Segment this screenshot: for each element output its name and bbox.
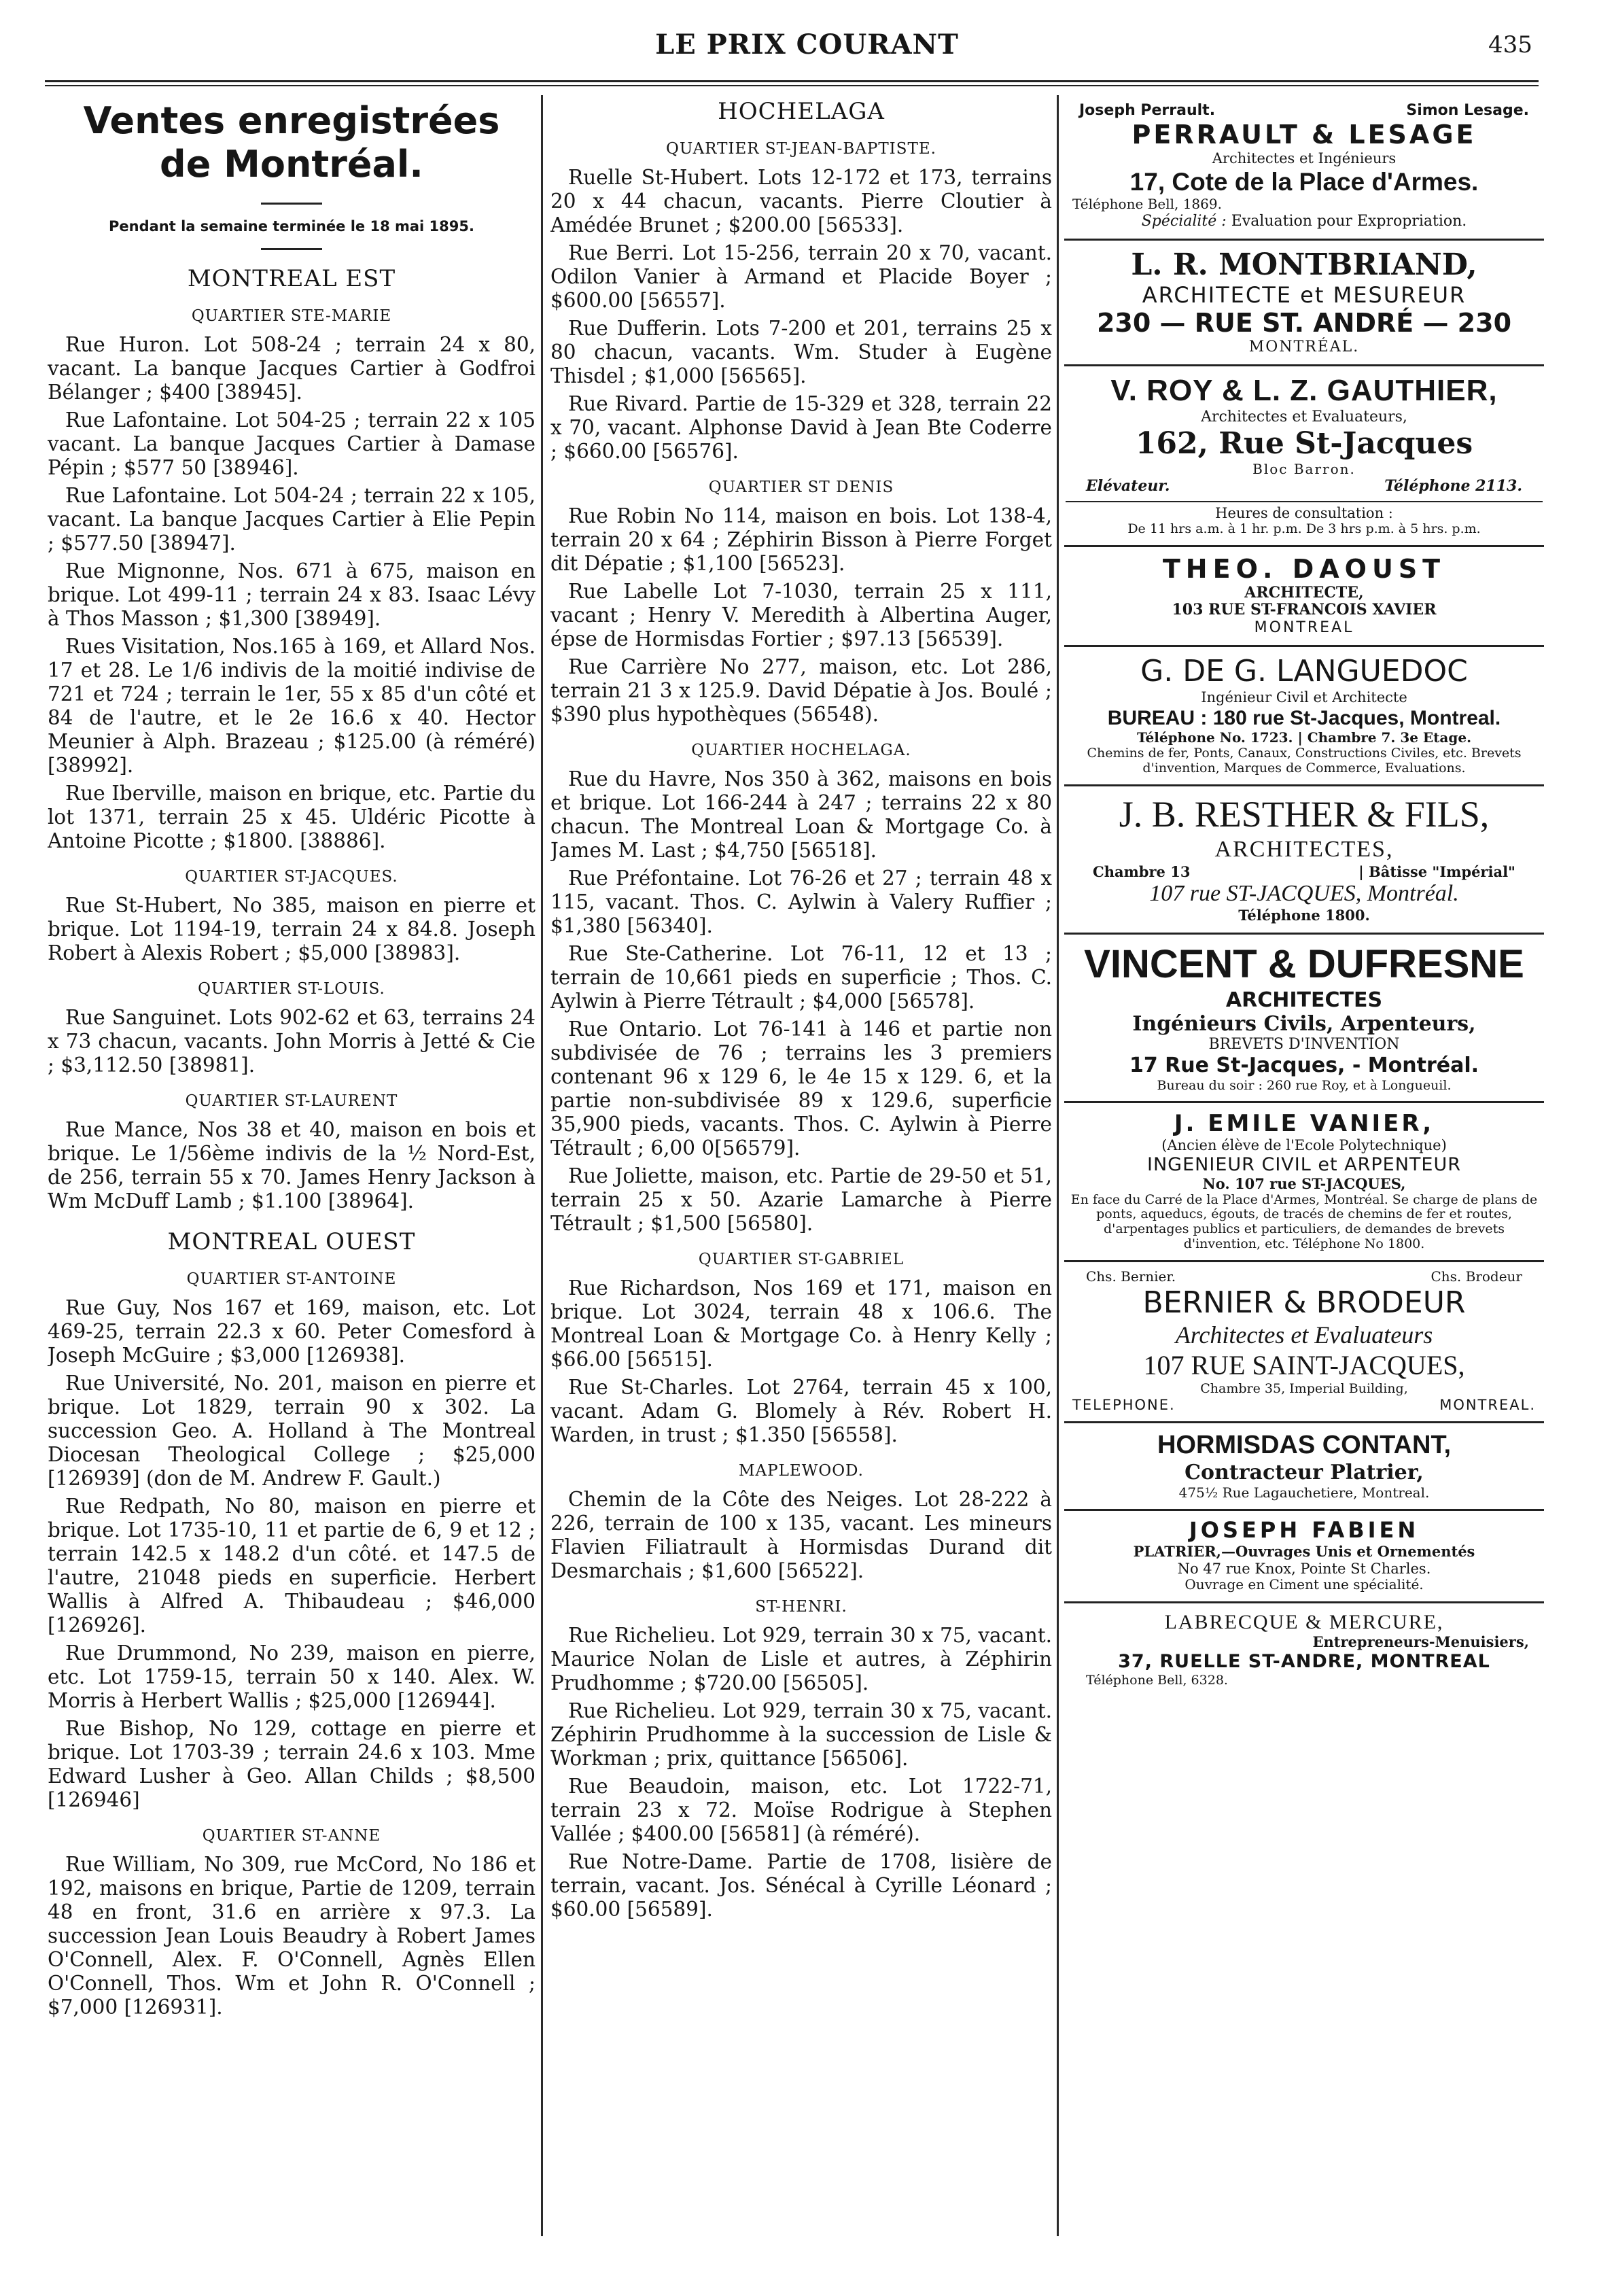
sale-entry: Rue Richardson, Nos 169 et 171, maison en brique. Lot 3024, terrain 48 x 106.6. The Montreal Loan & Mortgage Co. à Henry Kelly ; $66.00 [56515].: [550, 1276, 1052, 1371]
ad-perrault-name-left: Joseph Perrault.: [1079, 102, 1216, 119]
quartier-heading: QUARTIER ST DENIS: [708, 479, 894, 496]
sale-entry: Rue Labelle Lot 7-1030, terrain 25 x 111, vacant ; Henry V. Meredith à Albertina Auger, épse de Hormisdas Fortier ; $97.13 [56539].: [550, 580, 1052, 650]
sale-entry: Rue Mance, Nos 38 et 40, maison en bois et brique. Le 1/56ème indivis de la ½ Nord-Est, de 256, terrain 55 x 70. James Henry Jackson à Wm McDuff Lamb ; $1.100 [38964].: [48, 1118, 536, 1213]
sale-entry: Rue Beaudoin, maison, etc. Lot 1722-71, terrain 23 x 72. Moïse Rodrigue à Stephen Vallée ; $400.00 [56581] (à réméré).: [550, 1775, 1052, 1845]
quartier-heading: QUARTIER HOCHELAGA.: [691, 742, 911, 759]
sale-entry: Rue Dufferin. Lots 7-200 et 201, terrains 25 x 80 chacun, vacants. Wm. Studer à Eugène Thisdel ; $1,000 [56565].: [550, 317, 1052, 387]
section-heading-hochelaga: HOCHELAGA: [718, 98, 885, 125]
ad-bernier-room: Chambre 35, Imperial Building,: [1200, 1381, 1408, 1397]
column-hochelaga: [550, 95, 1052, 2243]
sale-entry: Rue St-Charles. Lot 2764, terrain 45 x 100, vacant. Adam G. Blomely à Rév. Robert H. Warden, in trust ; $1.350 [56558].: [550, 1376, 1052, 1446]
sale-entry: Rue Notre-Dame. Partie de 1708, lisière de terrain, vacant. Jos. Sénécal à Cyrille Léonard ; $60.00 [56589].: [550, 1850, 1052, 1921]
ad-resther-address: 107 rue ST-JACQUES, Montréal.: [1149, 881, 1459, 907]
ad-montbriand-line1: ARCHITECTE et MESUREUR: [1142, 281, 1467, 308]
sale-entry: Rue Berri. Lot 15-256, terrain 20 x 70, vacant. Odilon Vanier à Armand et Placide Boyer ; $600.00 [56557].: [550, 241, 1052, 312]
ad-vincent-evening: Bureau du soir : 260 rue Roy, et à Longueuil.: [1157, 1077, 1452, 1093]
ad-languedoc: [1064, 647, 1544, 786]
sale-entry: Rue Drummond, No 239, maison en pierre, etc. Lot 1759-15, terrain 50 x 140. Alex. W. Morris à Herbert Wallis ; $25,000 [126944].: [48, 1641, 536, 1712]
sale-entry: Rue du Havre, Nos 350 à 362, maisons en bois et brique. Lot 166-244 à 247 ; terrains 22 x 80 chacun. The Montreal Loan & Mortgage Co. à James M. Last ; $4,750 [56518].: [550, 767, 1052, 862]
ad-labrecque-phone: Téléphone Bell, 6328.: [1086, 1673, 1228, 1688]
ad-vincent-address: 17 Rue St-Jacques, - Montréal.: [1129, 1054, 1479, 1078]
header-rule-top: [45, 80, 1539, 82]
ad-roy-right: Téléphone 2113.: [1384, 476, 1522, 495]
ad-vanier-line2: INGENIEUR CIVIL et ARPENTEUR: [1147, 1154, 1461, 1176]
quartier-heading: QUARTIER ST-LOUIS.: [198, 980, 385, 998]
ad-perrault-specialty: Evaluation pour Expropriation.: [1231, 212, 1467, 230]
column-rule-1: [541, 95, 543, 2236]
ad-languedoc-line1: Ingénieur Civil et Architecte: [1201, 689, 1407, 706]
ad-labrecque-line1: Entrepreneurs-Menuisiers,: [1312, 1633, 1529, 1651]
col2-quartiers: [550, 139, 1052, 1921]
ad-daoust: [1064, 547, 1544, 648]
quartier-heading: QUARTIER ST-GABRIEL: [698, 1251, 905, 1268]
ad-vanier-line1: (Ancien élève de l'Ecole Polytechnique): [1161, 1137, 1447, 1154]
ad-montbriand-address: 230 — RUE ST. ANDRÉ — 230: [1096, 308, 1512, 338]
ad-resther-left: Chambre 13: [1093, 863, 1191, 880]
ad-vincent-line2: Ingénieurs Civils, Arpenteurs,: [1132, 1012, 1476, 1036]
ad-roy-hours-label: Heures de consultation :: [1215, 504, 1393, 521]
col1-sections: [48, 265, 536, 2019]
ad-contant-name: HORMISDAS CONTANT,: [1157, 1431, 1452, 1460]
ad-montbriand: [1064, 241, 1544, 366]
ad-resther-phone: Téléphone 1800.: [1238, 907, 1370, 924]
ad-resther: [1064, 786, 1544, 935]
ad-resther-name: J. B. RESTHER & FILS,: [1119, 793, 1490, 835]
quartier-heading: ST-HENRI.: [755, 1598, 847, 1616]
sale-entry: Rue Préfontaine. Lot 76-26 et 27 ; terrain 48 x 115, vacant. Thos. C. Aylwin à Valery Ruffier ; $1,380 [56340].: [550, 867, 1052, 937]
article-title: [48, 99, 536, 186]
ad-montbriand-name: L. R. MONTBRIAND,: [1131, 247, 1477, 282]
ad-perrault-address: 17, Cote de la Place d'Armes.: [1129, 167, 1479, 196]
ad-bernier-line1: Architectes et Evaluateurs: [1175, 1321, 1433, 1349]
sale-entry: Rue Richelieu. Lot 929, terrain 30 x 75, vacant. Maurice Nolan de Lisle et autres, à Zéphirin Prudhomme ; $720.00 [56505].: [550, 1624, 1052, 1694]
sale-entry: Rues Visitation, Nos.165 à 169, et Allard Nos. 17 et 28. Le 1/6 indivis de la moitié indivise de 721 et 724 ; terrain le 1er, 55 x 85 d'un côté et 84 de l'autre, et le 2e 16.6 x 40. Hector Meunier à Alph. Brazeau ; $125.00 (à réméré) [38992].: [48, 635, 536, 777]
sale-entry: Rue Ste-Catherine. Lot 76-11, 12 et 13 ; terrain de 10,661 pieds en superficie ; Thos. C. Aylwin à Pierre Tétrault ; $4,000 [56578].: [550, 942, 1052, 1013]
ad-bernier-firm: BERNIER & BRODEUR: [1142, 1285, 1466, 1320]
ad-fabien-line1: PLATRIER,—Ouvrages Unis et Ornementés: [1133, 1542, 1475, 1560]
ad-daoust-name: THEO. DAOUST: [1162, 553, 1446, 584]
ad-fabien-line2: Ouvrage en Ciment une spécialité.: [1185, 1576, 1424, 1593]
sale-entry: Rue Lafontaine. Lot 504-25 ; terrain 22 x 105 vacant. La banque Jacques Cartier à Damase Pépin ; $577 50 [38946].: [48, 408, 536, 479]
ad-languedoc-name: G. DE G. LANGUEDOC: [1140, 654, 1468, 689]
ad-resther-right: | Bâtisse "Impérial": [1358, 863, 1515, 880]
ad-fabien-address: No 47 rue Knox, Pointe St Charles.: [1177, 1560, 1431, 1577]
sale-entry: Ruelle St-Hubert. Lots 12-172 et 173, terrains 20 x 44 chacun, vacants. Pierre Cloutier à Amédée Brunet ; $200.00 [56533].: [550, 166, 1052, 237]
sale-entry: Rue Université, No. 201, maison en pierre et brique. Lot 1829, terrain 90 x 302. La succession Geo. A. Holland à The Montreal Diocesan Theological College ; $25,000 [126939] (don de M. Andrew F. Gault.): [48, 1372, 536, 1490]
sale-entry: Rue Guy, Nos 167 et 169, maison, etc. Lot 469-25, terrain 22.3 x 60. Peter Comesford à Joseph McGuire ; $3,000 [126938].: [48, 1296, 536, 1367]
ad-bernier-right: MONTREAL.: [1439, 1396, 1536, 1413]
ad-vincent-name: VINCENT & DUFRESNE: [1084, 942, 1524, 987]
ad-roy-hours: De 11 hrs a.m. à 1 hr. p.m. De 3 hrs p.m. à 5 hrs. p.m.: [1127, 521, 1481, 537]
ad-bernier-name-right: Chs. Brodeur: [1431, 1268, 1522, 1285]
ad-contant-line1: Contracteur Platrier,: [1185, 1461, 1424, 1485]
ad-vanier-address: No. 107 rue ST-JACQUES,: [1202, 1175, 1406, 1192]
title-rule: [261, 203, 322, 205]
sale-entry: Rue Huron. Lot 508-24 ; terrain 24 x 80, vacant. La banque Jacques Cartier à Godfroi Bélanger ; $400 [38945].: [48, 333, 536, 404]
sale-entry: Rue William, No 309, rue McCord, No 186 et 192, maisons en brique, Partie de 1209, terrain 48 en front, 31.6 en arrière x 97.3. La succession Jean Louis Beaudry à Robert James O'Connell, Alex. F. O'Connell, Agnès Ellen O'Connell, Thos. Wm et John R. O'Connell ; $7,000 [126931].: [48, 1853, 536, 2019]
quartier-heading: QUARTIER STE-MARIE: [191, 307, 392, 325]
ad-vanier-name: J. EMILE VANIER,: [1174, 1110, 1435, 1138]
ad-perrault-specialty-label: Spécialité :: [1141, 212, 1227, 230]
ad-bernier-name-left: Chs. Bernier.: [1086, 1268, 1176, 1285]
sale-entry: Rue Sanguinet. Lots 902-62 et 63, terrains 24 x 73 chacun, vacants. John Morris à Jetté & Cie ; $3,112.50 [38981].: [48, 1006, 536, 1077]
ad-perrault-name-right: Simon Lesage.: [1406, 102, 1529, 119]
sale-entry: Rue Iberville, maison en brique, etc. Partie du lot 1371, terrain 25 x 45. Uldéric Picotte à Antoine Picotte ; $1800. [38886].: [48, 782, 536, 852]
quartier-heading: MAPLEWOOD.: [739, 1462, 864, 1480]
header-rule-bottom: [45, 85, 1539, 86]
ad-contant-address: 475½ Rue Lagauchetiere, Montreal.: [1178, 1484, 1430, 1501]
ad-fabien: [1064, 1511, 1544, 1603]
sale-entry: Rue Robin No 114, maison en bois. Lot 138-4, terrain 20 x 64 ; Zéphirin Bisson à Pierre Forget dit Dépatie ; $1,100 [56523].: [550, 504, 1052, 575]
sale-entry: Rue Rivard. Partie de 15-329 et 328, terrain 22 x 70, vacant. Alphonse David à Jean Bte Coderre ; $660.00 [56576].: [550, 392, 1052, 463]
column-advertisements: [1064, 95, 1544, 2243]
ad-roy-address: 162, Rue St-Jacques: [1135, 426, 1473, 462]
article-title-line-1: Ventes enregistrées: [83, 99, 500, 142]
ad-vanier: [1064, 1103, 1544, 1262]
ad-languedoc-office: BUREAU : 180 rue St-Jacques, Montreal.: [1107, 707, 1501, 730]
running-title: LE PRIX COURANT: [655, 29, 959, 60]
sale-entry: Rue Redpath, No 80, maison en pierre et brique. Lot 1735-10, 11 et partie de 6, 9 et 12 ; terrain 142.5 x 148.2 d'un côté. et 147.5 de l'autre, 21048 pieds en superficie. Herbert Wallis à Alfred A. Thibaudeau ; $46,000 [126926].: [48, 1495, 536, 1637]
ad-montbriand-city: MONTRÉAL.: [1248, 338, 1360, 356]
ad-vincent-line3: BREVETS D'INVENTION: [1208, 1036, 1400, 1054]
ad-languedoc-services: Chemins de fer, Ponts, Canaux, Constructions Civiles, etc. Brevets d'invention, Marques de Commerce, Evaluations.: [1087, 746, 1522, 776]
ad-labrecque: [1064, 1603, 1544, 1696]
ad-resther-line1: ARCHITECTES,: [1214, 837, 1394, 863]
article-title-line-2: de Montréal.: [160, 143, 423, 186]
section-heading: MONTREAL OUEST: [167, 1228, 416, 1255]
ad-daoust-line1: ARCHITECTE,: [1244, 583, 1364, 602]
subtitle-rule: [261, 248, 322, 250]
ad-labrecque-name: LABRECQUE & MERCURE,: [1164, 1611, 1444, 1634]
ad-languedoc-phone: Téléphone No. 1723. | Chambre 7. 3e Etage.: [1136, 729, 1472, 746]
quartier-heading: QUARTIER ST-JACQUES.: [185, 868, 398, 886]
sale-entry: Rue Carrière No 277, maison, etc. Lot 286, terrain 21 3 x 125.9. David Dépatie à Jos. Boulé ; $390 plus hypothèques (56548).: [550, 655, 1052, 726]
ad-vanier-body: En face du Carré de la Place d'Armes, Montréal. Se charge de plans de ponts, aqueducs, égouts, de tracés de chemins de fer et routes, d'arpentages publics et particuliers, de demandes de brevets d'invention, etc. Téléphone No 1800.: [1070, 1192, 1538, 1252]
ad-labrecque-address: 37, RUELLE ST-ANDRE, MONTREAL: [1118, 1651, 1490, 1673]
ad-perrault-line1: Architectes et Ingénieurs: [1212, 150, 1397, 167]
quartier-heading: QUARTIER ST-ANNE: [202, 1827, 381, 1845]
sale-entry: Rue Lafontaine. Lot 504-24 ; terrain 22 x 105, vacant. La banque Jacques Cartier à Elie Pepin ; $577.50 [38947].: [48, 484, 536, 555]
ad-perrault-lesage: [1064, 95, 1544, 241]
sale-entry: Rue Ontario. Lot 76-141 à 146 et partie non subdivisée de 76 ; terrains les 3 premiers contenant 96 x 129 6, le 4e 15 x 129. 6, et la partie non-subdivisée 89 x 129.6, superficie 35,900 pieds, vacants. Thos. C. Aylwin à Pierre Tétrault ; 6,00 0[56579].: [550, 1017, 1052, 1160]
ad-roy-left: Elévateur.: [1086, 476, 1170, 495]
ad-daoust-address: 103 RUE ST-FRANCOIS XAVIER: [1172, 601, 1437, 619]
ad-perrault-phone: Téléphone Bell, 1869.: [1072, 196, 1222, 213]
ad-vincent-dufresne: [1064, 935, 1544, 1103]
ad-roy-building: Bloc Barron.: [1252, 460, 1356, 477]
ad-roy-line1: Architectes et Evaluateurs,: [1201, 408, 1407, 426]
ad-fabien-name: JOSEPH FABIEN: [1189, 1517, 1420, 1544]
sale-entry: Rue Richelieu. Lot 929, terrain 30 x 75, vacant. Zéphirin Prudhomme à la succession de Lisle & Workman ; prix, quittance [56506].: [550, 1699, 1052, 1770]
ad-roy-name: V. ROY & L. Z. GAUTHIER,: [1110, 374, 1498, 408]
article-subtitle: Pendant la semaine terminée le 18 mai 1895.: [108, 218, 474, 234]
ad-vincent-line1: ARCHITECTES: [1225, 988, 1383, 1012]
sale-entry: Rue St-Hubert, No 385, maison en pierre et brique. Lot 1194-19, terrain 24 x 84.8. Joseph Robert à Alexis Robert ; $5,000 [38983].: [48, 894, 536, 964]
sale-entry: Rue Mignonne, Nos. 671 à 675, maison en brique. Lot 499-11 ; terrain 24 x 83. Isaac Lévy à Thos Masson ; $1,300 [38949].: [48, 559, 536, 630]
ad-perrault-firm: PERRAULT & LESAGE: [1131, 119, 1477, 150]
section-heading: MONTREAL EST: [187, 265, 396, 292]
ad-bernier-left: TELEPHONE.: [1072, 1396, 1176, 1413]
quartier-heading: QUARTIER ST-LAURENT: [185, 1092, 398, 1110]
sale-entry: Rue Bishop, No 129, cottage en pierre et brique. Lot 1703-39 ; terrain 24.6 x 103. Mme Edward Lusher à Geo. Allan Childs ; $8,500 [126946]: [48, 1717, 536, 1811]
page-number: 435: [1488, 31, 1532, 58]
ad-roy-gauthier: [1064, 366, 1544, 546]
sale-entry: Chemin de la Côte des Neiges. Lot 28-222 à 226, terrain de 100 x 135, vacant. Les mineurs Flavien Filiatrault à Hormisdas Durand dit Desmarchais ; $1,600 [56522].: [550, 1488, 1052, 1582]
column-rule-2: [1057, 95, 1059, 2236]
ad-bernier-brodeur: [1064, 1262, 1544, 1423]
column-ventes: [48, 95, 536, 2243]
sale-entry: Rue Joliette, maison, etc. Partie de 29-50 et 51, terrain 25 x 50. Azarie Lamarche à Pierre Tétrault ; $1,500 [56580].: [550, 1164, 1052, 1235]
quartier-heading: QUARTIER ST-ANTOINE: [186, 1270, 397, 1288]
ad-daoust-city: MONTREAL: [1254, 619, 1354, 637]
ad-contant: [1064, 1423, 1544, 1511]
ad-bernier-address: 107 RUE SAINT-JACQUES,: [1143, 1349, 1465, 1380]
quartier-heading: QUARTIER ST-JEAN-BAPTISTE.: [666, 140, 936, 158]
